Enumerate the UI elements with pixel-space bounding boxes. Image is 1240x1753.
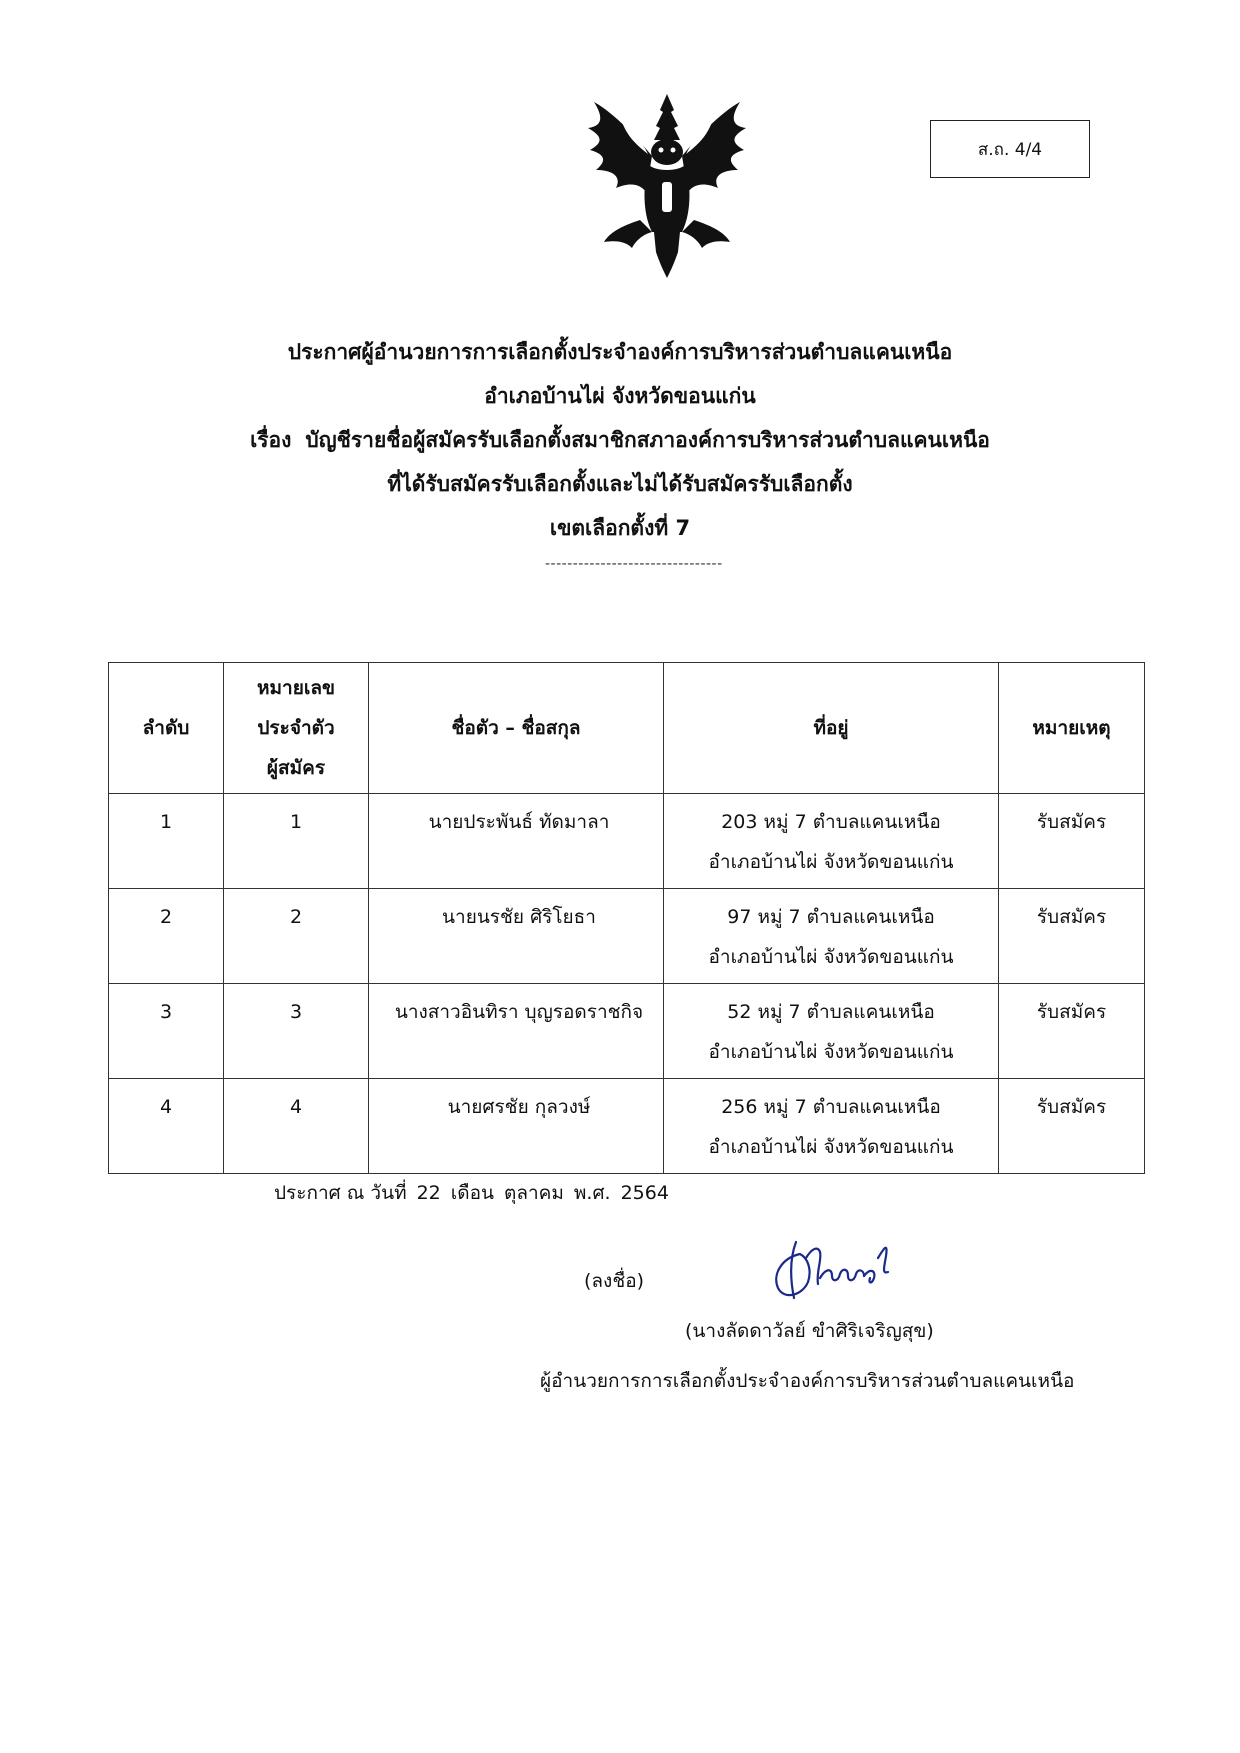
subject-label: เรื่อง	[250, 428, 292, 452]
cell-number: 2	[224, 889, 369, 984]
cell-name: นายนรชัย ศิริโยธา	[369, 889, 664, 984]
address-line-1: 97 หมู่ 7 ตำบลแคนเหนือ	[727, 906, 935, 928]
garuda-emblem-icon	[582, 92, 752, 278]
header-number-line-2: ประจำตัว	[257, 717, 335, 739]
date-month: ตุลาคม	[504, 1182, 564, 1204]
address-line-1: 256 หมู่ 7 ตำบลแคนเหนือ	[721, 1096, 941, 1118]
date-year: 2564	[620, 1182, 669, 1204]
signature-label: (ลงชื่อ)	[584, 1270, 645, 1292]
cell-name: นายศรชัย กุลวงษ์	[369, 1079, 664, 1174]
header-number-line-1: หมายเลข	[257, 677, 335, 699]
address-line-2: อำเภอบ้านไผ่ จังหวัดขอนแก่น	[708, 946, 954, 968]
cell-address	[664, 984, 999, 1079]
heading-line-2: อำเภอบ้านไผ่ จังหวัดขอนแก่น	[484, 384, 756, 408]
date-day: 22	[416, 1182, 441, 1204]
cell-remark: รับสมัคร	[999, 889, 1145, 984]
table-row	[109, 1079, 1145, 1174]
cell-number: 1	[224, 794, 369, 889]
address-line-2: อำเภอบ้านไผ่ จังหวัดขอนแก่น	[708, 1136, 954, 1158]
subject-line-1: บัญชีรายชื่อผู้สมัครรับเลือกตั้งสมาชิกสภาองค์การบริหารส่วนตำบลแคนเหนือ	[305, 428, 990, 452]
separator-line: --------------------------------	[545, 556, 723, 572]
candidates-table	[108, 662, 1145, 1174]
table-row	[109, 794, 1145, 889]
cell-address	[664, 794, 999, 889]
date-month-label: เดือน	[450, 1182, 495, 1204]
cell-address	[664, 1079, 999, 1174]
table-header-row	[109, 663, 1145, 794]
header-address: ที่อยู่	[664, 663, 999, 794]
announcement-date	[274, 1178, 679, 1208]
table-row	[109, 889, 1145, 984]
cell-order: 1	[109, 794, 224, 889]
address-line-1: 52 หมู่ 7 ตำบลแคนเหนือ	[727, 1001, 935, 1023]
header-candidate-number	[224, 663, 369, 794]
form-code-box: ส.ถ. 4/4	[930, 120, 1090, 178]
address-line-2: อำเภอบ้านไผ่ จังหวัดขอนแก่น	[708, 851, 954, 873]
header-order: ลำดับ	[109, 663, 224, 794]
header-number-line-3: ผู้สมัคร	[266, 757, 326, 779]
cell-remark: รับสมัคร	[999, 794, 1145, 889]
heading-line-1: ประกาศผู้อำนวยการการเลือกตั้งประจำองค์การบริหารส่วนตำบลแคนเหนือ	[287, 340, 953, 364]
date-prefix: ประกาศ ณ วันที่	[274, 1182, 407, 1204]
announcement-heading	[0, 330, 1240, 550]
cell-number: 4	[224, 1079, 369, 1174]
election-district: เขตเลือกตั้งที่ 7	[549, 516, 691, 540]
cell-order: 4	[109, 1079, 224, 1174]
cell-remark: รับสมัคร	[999, 1079, 1145, 1174]
cell-order: 2	[109, 889, 224, 984]
date-year-label: พ.ศ.	[573, 1182, 611, 1204]
cell-address	[664, 889, 999, 984]
signer-name: (นางลัดดาวัลย์ ขำศิริเจริญสุข)	[685, 1320, 934, 1342]
cell-name: นายประพันธ์ ทัดมาลา	[369, 794, 664, 889]
cell-name: นางสาวอินทิรา บุญรอดราชกิจ	[369, 984, 664, 1079]
cell-remark: รับสมัคร	[999, 984, 1145, 1079]
subject-line-2: ที่ได้รับสมัครรับเลือกตั้งและไม่ได้รับสมัครรับเลือกตั้ง	[387, 472, 853, 496]
heading-subject	[0, 418, 1240, 462]
handwritten-signature	[760, 1228, 910, 1308]
address-line-1: 203 หมู่ 7 ตำบลแคนเหนือ	[721, 811, 941, 833]
cell-number: 3	[224, 984, 369, 1079]
table-row	[109, 984, 1145, 1079]
header-name: ชื่อตัว – ชื่อสกุล	[369, 663, 664, 794]
signer-title: ผู้อำนวยการการเลือกตั้งประจำองค์การบริหารส่วนตำบลแคนเหนือ	[540, 1370, 1075, 1392]
address-line-2: อำเภอบ้านไผ่ จังหวัดขอนแก่น	[708, 1041, 954, 1063]
cell-order: 3	[109, 984, 224, 1079]
header-remark: หมายเหตุ	[999, 663, 1145, 794]
